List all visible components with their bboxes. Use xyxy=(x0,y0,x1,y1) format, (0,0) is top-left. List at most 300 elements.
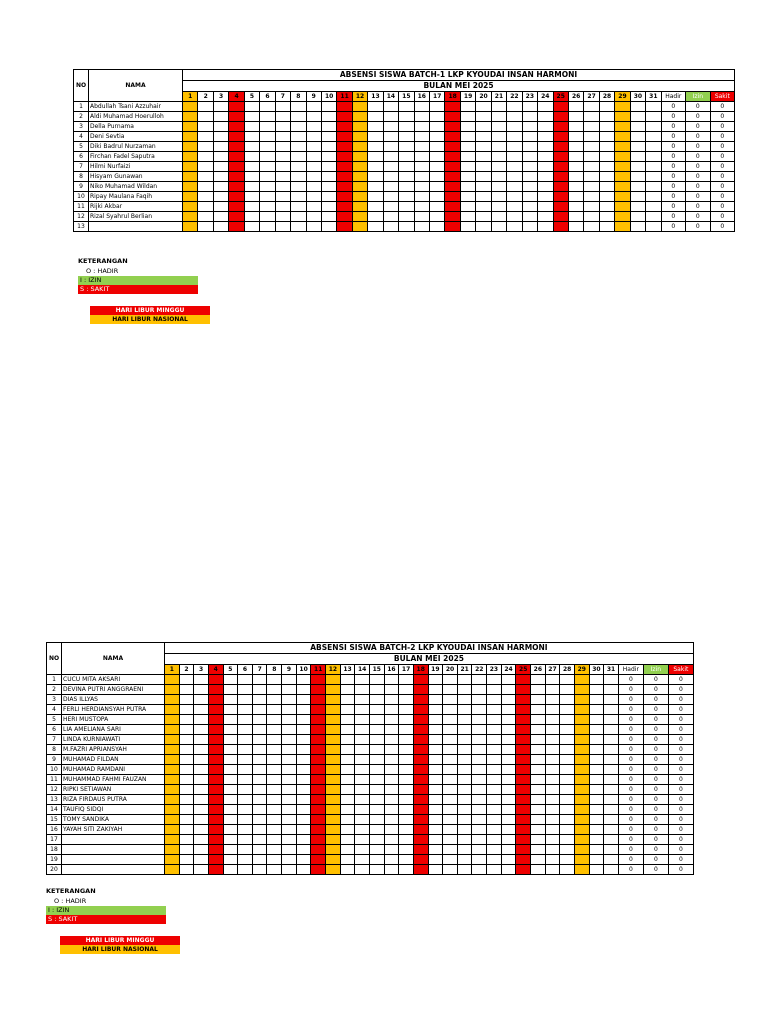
attendance-cell[interactable] xyxy=(311,785,326,795)
attendance-cell[interactable] xyxy=(306,182,321,192)
attendance-cell[interactable] xyxy=(296,855,311,865)
attendance-cell[interactable] xyxy=(430,202,445,212)
attendance-cell[interactable] xyxy=(560,815,575,825)
attendance-cell[interactable] xyxy=(531,815,546,825)
attendance-cell[interactable] xyxy=(384,785,399,795)
attendance-cell[interactable] xyxy=(311,705,326,715)
attendance-cell[interactable] xyxy=(630,162,645,172)
attendance-cell[interactable] xyxy=(340,785,355,795)
attendance-cell[interactable] xyxy=(194,865,209,875)
attendance-cell[interactable] xyxy=(630,222,645,232)
attendance-cell[interactable] xyxy=(165,695,180,705)
attendance-cell[interactable] xyxy=(413,805,428,815)
attendance-cell[interactable] xyxy=(487,835,502,845)
attendance-cell[interactable] xyxy=(457,765,472,775)
attendance-cell[interactable] xyxy=(568,102,583,112)
attendance-cell[interactable] xyxy=(507,212,522,222)
attendance-cell[interactable] xyxy=(472,835,487,845)
attendance-cell[interactable] xyxy=(443,805,458,815)
attendance-cell[interactable] xyxy=(267,815,282,825)
attendance-cell[interactable] xyxy=(472,715,487,725)
attendance-cell[interactable] xyxy=(183,142,198,152)
attendance-cell[interactable] xyxy=(531,795,546,805)
attendance-cell[interactable] xyxy=(321,192,336,202)
attendance-cell[interactable] xyxy=(260,212,275,222)
attendance-cell[interactable] xyxy=(165,705,180,715)
attendance-cell[interactable] xyxy=(229,162,244,172)
attendance-cell[interactable] xyxy=(457,835,472,845)
attendance-cell[interactable] xyxy=(179,805,194,815)
attendance-cell[interactable] xyxy=(604,855,619,865)
attendance-cell[interactable] xyxy=(445,112,460,122)
attendance-cell[interactable] xyxy=(646,182,661,192)
attendance-cell[interactable] xyxy=(443,855,458,865)
attendance-cell[interactable] xyxy=(368,142,383,152)
attendance-cell[interactable] xyxy=(460,212,475,222)
attendance-cell[interactable] xyxy=(589,825,604,835)
attendance-cell[interactable] xyxy=(179,785,194,795)
attendance-cell[interactable] xyxy=(223,835,238,845)
attendance-cell[interactable] xyxy=(183,132,198,142)
attendance-cell[interactable] xyxy=(296,735,311,745)
attendance-cell[interactable] xyxy=(491,182,506,192)
attendance-cell[interactable] xyxy=(516,715,531,725)
attendance-cell[interactable] xyxy=(574,805,589,815)
attendance-cell[interactable] xyxy=(589,805,604,815)
attendance-cell[interactable] xyxy=(472,755,487,765)
attendance-cell[interactable] xyxy=(340,825,355,835)
attendance-cell[interactable] xyxy=(282,765,297,775)
attendance-cell[interactable] xyxy=(244,122,259,132)
attendance-cell[interactable] xyxy=(553,142,568,152)
attendance-cell[interactable] xyxy=(326,765,341,775)
attendance-cell[interactable] xyxy=(516,855,531,865)
attendance-cell[interactable] xyxy=(229,152,244,162)
attendance-cell[interactable] xyxy=(545,795,560,805)
attendance-cell[interactable] xyxy=(296,805,311,815)
attendance-cell[interactable] xyxy=(538,212,553,222)
attendance-cell[interactable] xyxy=(267,825,282,835)
attendance-cell[interactable] xyxy=(443,745,458,755)
attendance-cell[interactable] xyxy=(443,865,458,875)
attendance-cell[interactable] xyxy=(291,142,306,152)
attendance-cell[interactable] xyxy=(428,815,443,825)
attendance-cell[interactable] xyxy=(223,685,238,695)
attendance-cell[interactable] xyxy=(615,202,630,212)
attendance-cell[interactable] xyxy=(399,162,414,172)
attendance-cell[interactable] xyxy=(179,715,194,725)
attendance-cell[interactable] xyxy=(457,735,472,745)
attendance-cell[interactable] xyxy=(355,825,370,835)
attendance-cell[interactable] xyxy=(487,775,502,785)
attendance-cell[interactable] xyxy=(414,122,429,132)
attendance-cell[interactable] xyxy=(311,765,326,775)
attendance-cell[interactable] xyxy=(531,835,546,845)
attendance-cell[interactable] xyxy=(252,795,267,805)
attendance-cell[interactable] xyxy=(545,785,560,795)
attendance-cell[interactable] xyxy=(352,162,367,172)
attendance-cell[interactable] xyxy=(282,825,297,835)
attendance-cell[interactable] xyxy=(399,212,414,222)
attendance-cell[interactable] xyxy=(179,725,194,735)
attendance-cell[interactable] xyxy=(604,825,619,835)
attendance-cell[interactable] xyxy=(291,212,306,222)
attendance-cell[interactable] xyxy=(538,152,553,162)
attendance-cell[interactable] xyxy=(507,172,522,182)
attendance-cell[interactable] xyxy=(516,825,531,835)
attendance-cell[interactable] xyxy=(413,695,428,705)
attendance-cell[interactable] xyxy=(165,765,180,775)
attendance-cell[interactable] xyxy=(615,212,630,222)
attendance-cell[interactable] xyxy=(291,122,306,132)
attendance-cell[interactable] xyxy=(369,855,384,865)
attendance-cell[interactable] xyxy=(522,162,537,172)
attendance-cell[interactable] xyxy=(476,172,491,182)
attendance-cell[interactable] xyxy=(589,695,604,705)
attendance-cell[interactable] xyxy=(460,192,475,202)
attendance-cell[interactable] xyxy=(472,685,487,695)
attendance-cell[interactable] xyxy=(352,132,367,142)
attendance-cell[interactable] xyxy=(430,192,445,202)
attendance-cell[interactable] xyxy=(522,182,537,192)
attendance-cell[interactable] xyxy=(321,182,336,192)
attendance-cell[interactable] xyxy=(560,755,575,765)
attendance-cell[interactable] xyxy=(630,112,645,122)
attendance-cell[interactable] xyxy=(531,715,546,725)
attendance-cell[interactable] xyxy=(244,182,259,192)
attendance-cell[interactable] xyxy=(399,132,414,142)
attendance-cell[interactable] xyxy=(340,745,355,755)
attendance-cell[interactable] xyxy=(522,102,537,112)
attendance-cell[interactable] xyxy=(516,805,531,815)
attendance-cell[interactable] xyxy=(260,152,275,162)
attendance-cell[interactable] xyxy=(208,765,223,775)
attendance-cell[interactable] xyxy=(306,202,321,212)
attendance-cell[interactable] xyxy=(599,202,614,212)
attendance-cell[interactable] xyxy=(291,102,306,112)
attendance-cell[interactable] xyxy=(560,825,575,835)
attendance-cell[interactable] xyxy=(487,705,502,715)
attendance-cell[interactable] xyxy=(252,865,267,875)
attendance-cell[interactable] xyxy=(399,815,414,825)
attendance-cell[interactable] xyxy=(183,192,198,202)
attendance-cell[interactable] xyxy=(553,102,568,112)
attendance-cell[interactable] xyxy=(291,202,306,212)
attendance-cell[interactable] xyxy=(516,835,531,845)
attendance-cell[interactable] xyxy=(326,825,341,835)
attendance-cell[interactable] xyxy=(428,755,443,765)
attendance-cell[interactable] xyxy=(223,855,238,865)
attendance-cell[interactable] xyxy=(457,775,472,785)
attendance-cell[interactable] xyxy=(568,202,583,212)
attendance-cell[interactable] xyxy=(487,855,502,865)
attendance-cell[interactable] xyxy=(260,162,275,172)
attendance-cell[interactable] xyxy=(574,735,589,745)
attendance-cell[interactable] xyxy=(282,685,297,695)
attendance-cell[interactable] xyxy=(306,192,321,202)
attendance-cell[interactable] xyxy=(208,705,223,715)
attendance-cell[interactable] xyxy=(194,795,209,805)
attendance-cell[interactable] xyxy=(413,795,428,805)
attendance-cell[interactable] xyxy=(267,705,282,715)
attendance-cell[interactable] xyxy=(457,865,472,875)
attendance-cell[interactable] xyxy=(194,775,209,785)
attendance-cell[interactable] xyxy=(531,685,546,695)
attendance-cell[interactable] xyxy=(179,815,194,825)
attendance-cell[interactable] xyxy=(368,162,383,172)
attendance-cell[interactable] xyxy=(589,795,604,805)
attendance-cell[interactable] xyxy=(208,715,223,725)
attendance-cell[interactable] xyxy=(260,102,275,112)
attendance-cell[interactable] xyxy=(208,835,223,845)
attendance-cell[interactable] xyxy=(384,795,399,805)
attendance-cell[interactable] xyxy=(604,725,619,735)
attendance-cell[interactable] xyxy=(291,182,306,192)
attendance-cell[interactable] xyxy=(383,162,398,172)
attendance-cell[interactable] xyxy=(165,795,180,805)
attendance-cell[interactable] xyxy=(244,112,259,122)
attendance-cell[interactable] xyxy=(630,152,645,162)
attendance-cell[interactable] xyxy=(630,212,645,222)
attendance-cell[interactable] xyxy=(238,845,253,855)
attendance-cell[interactable] xyxy=(208,735,223,745)
attendance-cell[interactable] xyxy=(646,202,661,212)
attendance-cell[interactable] xyxy=(179,735,194,745)
attendance-cell[interactable] xyxy=(545,675,560,685)
attendance-cell[interactable] xyxy=(476,132,491,142)
attendance-cell[interactable] xyxy=(399,855,414,865)
attendance-cell[interactable] xyxy=(646,102,661,112)
attendance-cell[interactable] xyxy=(501,845,516,855)
attendance-cell[interactable] xyxy=(522,112,537,122)
attendance-cell[interactable] xyxy=(538,172,553,182)
attendance-cell[interactable] xyxy=(630,202,645,212)
attendance-cell[interactable] xyxy=(355,685,370,695)
attendance-cell[interactable] xyxy=(355,725,370,735)
attendance-cell[interactable] xyxy=(252,845,267,855)
attendance-cell[interactable] xyxy=(337,112,352,122)
attendance-cell[interactable] xyxy=(399,172,414,182)
attendance-cell[interactable] xyxy=(326,855,341,865)
attendance-cell[interactable] xyxy=(460,102,475,112)
attendance-cell[interactable] xyxy=(501,755,516,765)
attendance-cell[interactable] xyxy=(213,152,228,162)
attendance-cell[interactable] xyxy=(476,212,491,222)
attendance-cell[interactable] xyxy=(267,675,282,685)
attendance-cell[interactable] xyxy=(179,855,194,865)
attendance-cell[interactable] xyxy=(165,675,180,685)
attendance-cell[interactable] xyxy=(208,825,223,835)
attendance-cell[interactable] xyxy=(599,162,614,172)
attendance-cell[interactable] xyxy=(369,685,384,695)
attendance-cell[interactable] xyxy=(238,755,253,765)
attendance-cell[interactable] xyxy=(430,212,445,222)
attendance-cell[interactable] xyxy=(267,695,282,705)
attendance-cell[interactable] xyxy=(183,182,198,192)
attendance-cell[interactable] xyxy=(589,765,604,775)
attendance-cell[interactable] xyxy=(399,865,414,875)
attendance-cell[interactable] xyxy=(383,142,398,152)
attendance-cell[interactable] xyxy=(574,865,589,875)
attendance-cell[interactable] xyxy=(267,725,282,735)
attendance-cell[interactable] xyxy=(399,735,414,745)
attendance-cell[interactable] xyxy=(267,765,282,775)
attendance-cell[interactable] xyxy=(252,695,267,705)
attendance-cell[interactable] xyxy=(238,835,253,845)
attendance-cell[interactable] xyxy=(384,675,399,685)
attendance-cell[interactable] xyxy=(208,695,223,705)
attendance-cell[interactable] xyxy=(183,202,198,212)
attendance-cell[interactable] xyxy=(413,815,428,825)
attendance-cell[interactable] xyxy=(179,695,194,705)
attendance-cell[interactable] xyxy=(604,695,619,705)
attendance-cell[interactable] xyxy=(369,845,384,855)
attendance-cell[interactable] xyxy=(553,222,568,232)
attendance-cell[interactable] xyxy=(399,715,414,725)
attendance-cell[interactable] xyxy=(340,685,355,695)
attendance-cell[interactable] xyxy=(560,865,575,875)
attendance-cell[interactable] xyxy=(487,815,502,825)
attendance-cell[interactable] xyxy=(399,835,414,845)
attendance-cell[interactable] xyxy=(165,815,180,825)
attendance-cell[interactable] xyxy=(179,845,194,855)
attendance-cell[interactable] xyxy=(340,715,355,725)
attendance-cell[interactable] xyxy=(472,865,487,875)
attendance-cell[interactable] xyxy=(545,715,560,725)
attendance-cell[interactable] xyxy=(491,212,506,222)
attendance-cell[interactable] xyxy=(599,212,614,222)
attendance-cell[interactable] xyxy=(275,172,290,182)
attendance-cell[interactable] xyxy=(267,805,282,815)
attendance-cell[interactable] xyxy=(599,132,614,142)
attendance-cell[interactable] xyxy=(589,815,604,825)
attendance-cell[interactable] xyxy=(337,192,352,202)
attendance-cell[interactable] xyxy=(238,745,253,755)
attendance-cell[interactable] xyxy=(457,805,472,815)
attendance-cell[interactable] xyxy=(476,202,491,212)
attendance-cell[interactable] xyxy=(252,775,267,785)
attendance-cell[interactable] xyxy=(589,725,604,735)
attendance-cell[interactable] xyxy=(384,745,399,755)
attendance-cell[interactable] xyxy=(516,675,531,685)
attendance-cell[interactable] xyxy=(208,675,223,685)
attendance-cell[interactable] xyxy=(282,865,297,875)
attendance-cell[interactable] xyxy=(183,222,198,232)
attendance-cell[interactable] xyxy=(568,122,583,132)
attendance-cell[interactable] xyxy=(194,695,209,705)
attendance-cell[interactable] xyxy=(501,785,516,795)
attendance-cell[interactable] xyxy=(238,865,253,875)
attendance-cell[interactable] xyxy=(472,785,487,795)
attendance-cell[interactable] xyxy=(531,865,546,875)
attendance-cell[interactable] xyxy=(340,775,355,785)
attendance-cell[interactable] xyxy=(282,805,297,815)
attendance-cell[interactable] xyxy=(445,202,460,212)
attendance-cell[interactable] xyxy=(238,855,253,865)
attendance-cell[interactable] xyxy=(306,152,321,162)
attendance-cell[interactable] xyxy=(487,715,502,725)
attendance-cell[interactable] xyxy=(337,122,352,132)
attendance-cell[interactable] xyxy=(337,202,352,212)
attendance-cell[interactable] xyxy=(321,172,336,182)
attendance-cell[interactable] xyxy=(252,715,267,725)
attendance-cell[interactable] xyxy=(296,775,311,785)
attendance-cell[interactable] xyxy=(443,675,458,685)
attendance-cell[interactable] xyxy=(267,795,282,805)
attendance-cell[interactable] xyxy=(460,132,475,142)
attendance-cell[interactable] xyxy=(507,132,522,142)
attendance-cell[interactable] xyxy=(384,735,399,745)
attendance-cell[interactable] xyxy=(384,845,399,855)
attendance-cell[interactable] xyxy=(260,202,275,212)
attendance-cell[interactable] xyxy=(213,102,228,112)
attendance-cell[interactable] xyxy=(560,685,575,695)
attendance-cell[interactable] xyxy=(198,222,213,232)
attendance-cell[interactable] xyxy=(615,162,630,172)
attendance-cell[interactable] xyxy=(267,745,282,755)
attendance-cell[interactable] xyxy=(179,755,194,765)
attendance-cell[interactable] xyxy=(244,102,259,112)
attendance-cell[interactable] xyxy=(553,122,568,132)
attendance-cell[interactable] xyxy=(383,112,398,122)
attendance-cell[interactable] xyxy=(501,695,516,705)
attendance-cell[interactable] xyxy=(223,845,238,855)
attendance-cell[interactable] xyxy=(599,182,614,192)
attendance-cell[interactable] xyxy=(531,725,546,735)
attendance-cell[interactable] xyxy=(213,192,228,202)
attendance-cell[interactable] xyxy=(516,745,531,755)
attendance-cell[interactable] xyxy=(487,755,502,765)
attendance-cell[interactable] xyxy=(282,785,297,795)
attendance-cell[interactable] xyxy=(208,865,223,875)
attendance-cell[interactable] xyxy=(252,805,267,815)
attendance-cell[interactable] xyxy=(383,182,398,192)
attendance-cell[interactable] xyxy=(321,162,336,172)
attendance-cell[interactable] xyxy=(179,795,194,805)
attendance-cell[interactable] xyxy=(460,142,475,152)
attendance-cell[interactable] xyxy=(260,142,275,152)
attendance-cell[interactable] xyxy=(399,222,414,232)
attendance-cell[interactable] xyxy=(413,715,428,725)
attendance-cell[interactable] xyxy=(460,172,475,182)
attendance-cell[interactable] xyxy=(646,142,661,152)
attendance-cell[interactable] xyxy=(443,825,458,835)
attendance-cell[interactable] xyxy=(516,755,531,765)
attendance-cell[interactable] xyxy=(337,152,352,162)
attendance-cell[interactable] xyxy=(223,795,238,805)
attendance-cell[interactable] xyxy=(213,132,228,142)
attendance-cell[interactable] xyxy=(198,112,213,122)
attendance-cell[interactable] xyxy=(352,192,367,202)
attendance-cell[interactable] xyxy=(311,775,326,785)
attendance-cell[interactable] xyxy=(604,795,619,805)
attendance-cell[interactable] xyxy=(238,685,253,695)
attendance-cell[interactable] xyxy=(472,765,487,775)
attendance-cell[interactable] xyxy=(430,172,445,182)
attendance-cell[interactable] xyxy=(646,212,661,222)
attendance-cell[interactable] xyxy=(589,735,604,745)
attendance-cell[interactable] xyxy=(229,192,244,202)
attendance-cell[interactable] xyxy=(340,755,355,765)
attendance-cell[interactable] xyxy=(487,795,502,805)
attendance-cell[interactable] xyxy=(165,725,180,735)
attendance-cell[interactable] xyxy=(457,825,472,835)
attendance-cell[interactable] xyxy=(430,222,445,232)
attendance-cell[interactable] xyxy=(183,212,198,222)
attendance-cell[interactable] xyxy=(311,745,326,755)
attendance-cell[interactable] xyxy=(383,192,398,202)
attendance-cell[interactable] xyxy=(501,675,516,685)
